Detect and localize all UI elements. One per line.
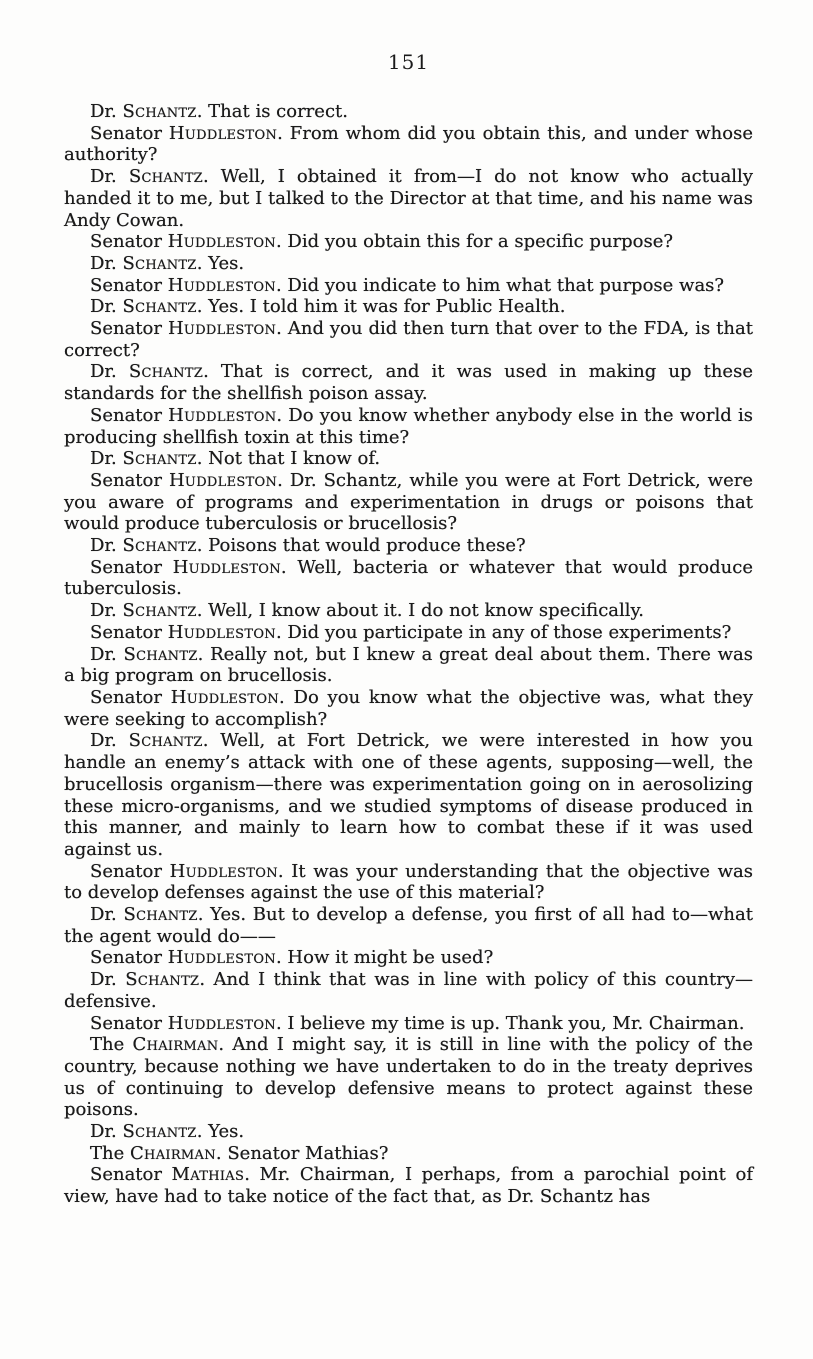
speaker-name: Dr. Schantz. [90, 1121, 203, 1143]
transcript-paragraph: Senator Huddleston. And you did then turn that over to the FDA, is that correct? [64, 318, 753, 361]
speaker-name: Dr. Schantz. [90, 361, 209, 383]
speaker-name: Senator Huddleston. [90, 231, 282, 253]
transcript-paragraph: Dr. Schantz. Yes. But to develop a defense, you first of all had to—what the agent would do—— [64, 904, 753, 947]
transcript-paragraph: Senator Huddleston. Do you know whether anybody else in the world is producing shellfish toxin at this time? [64, 404, 753, 448]
speaker-name: Dr. Schantz. [90, 296, 203, 318]
transcript-paragraph: Dr. Schantz. Yes. [90, 1121, 245, 1143]
speaker-name: The Chairman. [90, 1142, 222, 1164]
transcript-paragraph: The Chairman. Senator Mathias? [90, 1142, 389, 1164]
speaker-name: Dr. Schantz. [90, 252, 203, 274]
transcript-paragraph: Senator Huddleston. Did you indicate to him what that purpose was? [90, 274, 725, 296]
speaker-name: Senator Huddleston. [90, 621, 282, 643]
speaker-name: Dr. Schantz. [90, 535, 203, 557]
transcript-paragraph: Senator Huddleston. I believe my time is up. Thank you, Mr. Chairman. [90, 1012, 745, 1034]
speaker-name: Dr. Schantz. [90, 730, 209, 752]
transcript-paragraph: Dr. Schantz. Not that I know of. [90, 448, 381, 470]
page-number: 151 [387, 50, 430, 74]
transcript-paragraph: Senator Huddleston. Did you participate in any of those experiments? [90, 621, 732, 643]
speaker-name: Senator Huddleston. [90, 469, 283, 491]
transcript-paragraph: Dr. Schantz. Poisons that would produce these? [90, 535, 526, 557]
speaker-name: Senator Huddleston. [90, 947, 282, 969]
speaker-name: Dr. Schantz. [90, 600, 203, 622]
transcript-paragraph: Senator Huddleston. How it might be used? [90, 947, 494, 969]
speaker-name: Dr. Schantz. [90, 448, 203, 470]
transcript-paragraph: Dr. Schantz. That is correct. [90, 101, 348, 122]
transcript-paragraph: Dr. Schantz. And I think that was in line with policy of this country—defensive. [64, 969, 753, 1012]
transcript-paragraph: Senator Huddleston. Do you know what the objective was, what they were seeking to accomplish? [64, 686, 753, 730]
speaker-name: Senator Huddleston. [90, 1012, 282, 1034]
transcript-paragraph: Senator Mathias. Mr. Chairman, I perhaps, from a parochial point of view, have had to take notice of the fact that, as Dr. Schantz has [64, 1164, 753, 1208]
transcript-paragraph: Dr. Schantz. Yes. [90, 252, 245, 274]
transcript-paragraph: Senator Huddleston. From whom did you obtain this, and under whose authority? [64, 122, 753, 166]
speaker-name: Senator Huddleston. [90, 556, 287, 578]
transcript-paragraph: Dr. Schantz. Yes. I told him it was for Public Health. [90, 296, 566, 318]
speaker-name: Senator Huddleston. [90, 404, 283, 426]
speaker-name: Senator Huddleston. [90, 686, 285, 708]
speaker-name: Senator Huddleston. [90, 318, 282, 340]
transcript-paragraph: Dr. Schantz. Really not, but I knew a great deal about them. There was a big program on brucellosis. [64, 643, 753, 687]
speaker-name: Dr. Schantz. [90, 101, 203, 122]
speaker-name: Senator Huddleston. [90, 274, 282, 296]
transcript-paragraph: Dr. Schantz. That is correct, and it was used in making up these standards for the shellfish poison assay. [64, 361, 753, 405]
speaker-name: Senator Huddleston. [90, 860, 284, 882]
transcript-paragraph: Dr. Schantz. Well, I know about it. I do not know specifically. [90, 600, 645, 622]
speaker-name: The Chairman. [90, 1034, 225, 1056]
speaker-name: Dr. Schantz. [90, 969, 206, 991]
transcript-paragraph: Senator Huddleston. It was your understanding that the objective was to develop defenses against the use of this material? [64, 860, 753, 904]
speaker-name: Dr. Schantz. [90, 643, 204, 665]
transcript-paragraph: Dr. Schantz. Well, at Fort Detrick, we were interested in how you handle an enemy’s attack with one of these agents, supposing—well, the brucellosis organism—there was experimentation going on in aerosolizing these micro-organisms, and we studied symptoms of disease produced in this manner, and mainly to learn how to combat these if it was used against us. [64, 730, 753, 860]
speaker-name: Dr. Schantz. [90, 904, 204, 926]
transcript-paragraph: Senator Huddleston. Well, bacteria or whatever that would produce tuberculosis. [64, 556, 753, 600]
transcript-paragraph: Senator Huddleston. Did you obtain this for a specific purpose? [90, 231, 674, 253]
transcript-paragraph: Senator Huddleston. Dr. Schantz, while you were at Fort Detrick, were you aware of programs and experimentation in drugs or poisons that would produce tuberculosis or brucellosis? [64, 469, 753, 535]
transcript-paragraph: The Chairman. And I might say, it is still in line with the policy of the country, because nothing we have undertaken to do in the treaty deprives us of continuing to develop defensive means to protect against these poisons. [64, 1034, 753, 1121]
transcript-paragraph: Dr. Schantz. Well, I obtained it from—I do not know who actually handed it to me, but I talked to the Director at that time, and his name was Andy Cowan. [64, 166, 753, 231]
speaker-name: Senator Mathias. [90, 1164, 250, 1186]
speaker-name: Dr. Schantz. [90, 166, 209, 188]
speaker-name: Senator Huddleston. [90, 122, 283, 144]
transcript [64, 101, 753, 1208]
